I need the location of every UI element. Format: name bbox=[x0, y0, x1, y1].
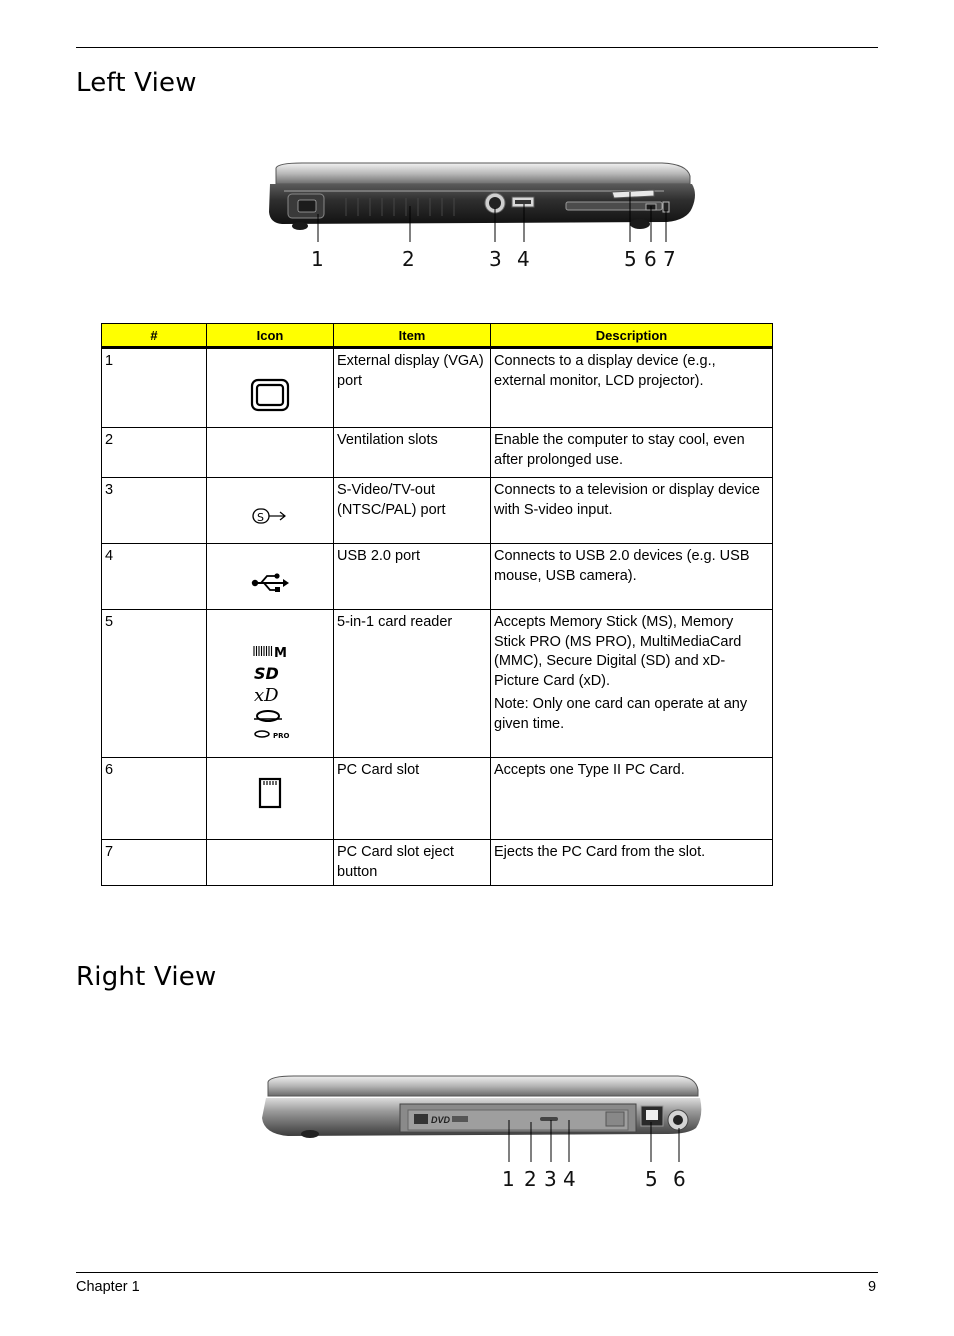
row-description: Enable the computer to stay cool, even after prolonged use. bbox=[494, 432, 745, 468]
row-item: USB 2.0 port bbox=[333, 544, 490, 610]
row-item: Ventilation slots bbox=[333, 428, 490, 478]
row-number: 2 bbox=[101, 428, 206, 478]
right-callout: 2 bbox=[524, 1167, 537, 1191]
svg-text:M: M bbox=[273, 646, 287, 661]
table-header-row bbox=[101, 323, 773, 348]
row-item: PC Card slot eject button bbox=[333, 840, 490, 886]
row-item: External display (VGA) port bbox=[333, 348, 490, 428]
table-row bbox=[101, 428, 773, 478]
row-number: 4 bbox=[101, 544, 206, 610]
footer-page-number: 9 bbox=[868, 1279, 877, 1295]
right-callout: 6 bbox=[673, 1167, 686, 1191]
left-callout: 5 bbox=[624, 247, 637, 271]
row-number: 3 bbox=[101, 478, 206, 544]
vga-port-icon bbox=[250, 400, 290, 416]
left-callout: 2 bbox=[402, 247, 415, 271]
column-header: # bbox=[101, 323, 206, 348]
row-number: 7 bbox=[101, 840, 206, 886]
row-number: 6 bbox=[101, 758, 206, 840]
row-description: Accepts Memory Stick (MS), Memory Stick PRO (MS PRO), MultiMediaCard (MMC), Secure Digital (SD) and xD-Picture Card (xD). bbox=[494, 614, 742, 689]
svg-text:SD: SD bbox=[253, 664, 279, 683]
right-callout: 3 bbox=[544, 1167, 557, 1191]
svg-text:xD: xD bbox=[253, 685, 279, 706]
table-row bbox=[101, 544, 773, 610]
right-callout: 4 bbox=[563, 1167, 576, 1191]
left-callout: 7 bbox=[663, 247, 676, 271]
svg-text:S: S bbox=[256, 511, 264, 524]
table-row bbox=[101, 840, 773, 886]
row-note: Note: Only one card can operate at any given time. bbox=[494, 696, 748, 732]
right-view-heading: Right View bbox=[76, 962, 217, 992]
footer-chapter: Chapter 1 bbox=[76, 1279, 140, 1295]
left-view-heading: Left View bbox=[76, 68, 197, 98]
row-description: Accepts one Type II PC Card. bbox=[494, 762, 685, 778]
card-reader-logos-icon bbox=[248, 646, 292, 745]
row-description: Ejects the PC Card from the slot. bbox=[494, 844, 706, 860]
column-header: Description bbox=[490, 323, 773, 348]
left-callout: 6 bbox=[644, 247, 657, 271]
left-callout: 4 bbox=[517, 247, 530, 271]
row-item: S-Video/TV-out (NTSC/PAL) port bbox=[333, 478, 490, 544]
header-rule bbox=[76, 47, 878, 48]
left-view-table bbox=[101, 323, 773, 886]
dvd-logo: DVD bbox=[431, 1115, 451, 1125]
footer-rule bbox=[76, 1272, 878, 1273]
table-row bbox=[101, 348, 773, 428]
right-view-photo bbox=[258, 1072, 708, 1194]
row-description: Connects to USB 2.0 devices (e.g. USB mouse, USB camera). bbox=[494, 548, 750, 584]
row-number: 5 bbox=[101, 610, 206, 758]
row-item: 5-in-1 card reader bbox=[333, 610, 490, 758]
row-description: Connects to a display device (e.g., external monitor, LCD projector). bbox=[494, 353, 716, 389]
column-header: Icon bbox=[206, 323, 333, 348]
svg-text:PRO: PRO bbox=[272, 732, 289, 740]
pc-card-icon bbox=[257, 797, 283, 813]
row-number: 1 bbox=[101, 348, 206, 428]
usb-icon bbox=[250, 581, 290, 597]
row-description: Connects to a television or display device with S-video input. bbox=[494, 482, 760, 518]
table-row bbox=[101, 478, 773, 544]
column-header: Item bbox=[333, 323, 490, 348]
row-item: PC Card slot bbox=[333, 758, 490, 840]
left-callout: 3 bbox=[489, 247, 502, 271]
left-view-photo bbox=[262, 160, 702, 275]
right-callout: 5 bbox=[645, 1167, 658, 1191]
table-row bbox=[101, 610, 773, 758]
s-video-icon bbox=[252, 511, 288, 531]
left-callout: 1 bbox=[311, 247, 324, 271]
table-row bbox=[101, 758, 773, 840]
right-callout: 1 bbox=[502, 1167, 515, 1191]
